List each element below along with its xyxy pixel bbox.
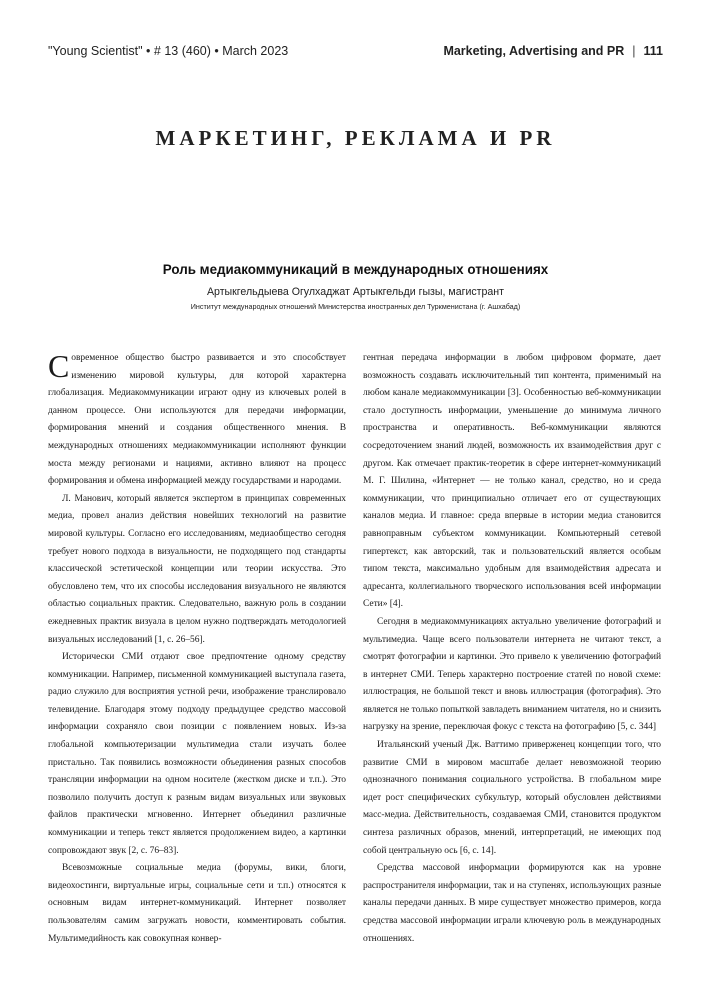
right-column (363, 350, 661, 948)
article-affiliation: Институт международных отношений Министерства иностранных дел Туркменистана (г. Ашхабад) (190, 302, 521, 311)
article-author: Артыкгельдыева Огулхаджат Артыкгельди гызы, магистрант (206, 286, 505, 298)
drop-cap: С (48, 348, 70, 384)
article-title: Роль медиакоммуникаций в международных отношениях (162, 262, 549, 277)
paragraph: гентная передача информации в любом цифровом формате, дает возможность создавать исключительный тип контента, применимый на любом канале медиакоммуникации [3]. Особенностью веб-коммуникации стало доступность информации, уменьшение до минимума личного пространства и оперативность. Веб-коммуникации являются сосредоточением знаний людей, возможность их взаимодействия друг с другом. Как отмечает практик-теоретик в сфере интернет-коммуникаций М. Г. Шилина, «Интернет — не только канал, средство, но и среда коммуникации, что принципиально отличает его от существующих каналов медиа. И главное: среда впервые в истории медиа становится равноправным субъектом коммуникации. Компьютерный сетевой гипертекст, как авторский, так и пользовательский является особым типом текста, максимально удобным для взаимодействия адресата и адресанта, коллегиального творческого использования всей информации Сети» [4]. (363, 353, 661, 610)
paragraph: Итальянский ученый Дж. Ваттимо приверженец концепции того, что развитие СМИ в мировом масштабе делает невозможной теорию однозначного понимания социального устройства. В глобальном мире идет рост специфических субкультур, который обусловлен действиями масс-медиа. Действительность, создаваемая СМИ, становится продуктом синтеза различных образов, мнений, интерпретаций, не имеющих под собой центральную ось [6, с. 14]. (363, 740, 661, 856)
paragraph: Сегодня в медиакоммуникациях актуально увеличение фотографий и мультимедиа. Чаще всего пользователи интернета не читают текст, а смотрят фотографии и картинки. Это привело к увеличению фотографий в интернет СМИ. Теперь характерно построение статей по новой схеме: иллюстрация, не большой текст и вновь иллюстрация (фотография). Это является не только попыткой завладеть вниманием читателя, но и снизить нагрузку на зрение, переключая фокус с текста на фотографию [5, с. 344] (363, 616, 661, 733)
paragraph: Л. Манович, который является экспертом в принципах современных медиа, провел анализ действия новейших технологий на развитие мировой культуры. Согласно его исследованиям, медиаобщество сегодня требует нового подхода в визуальности, не подходящего под стандарты классической эстетической концепции или теории искусства. Это обусловлено тем, что их способы исследования визуального не являются областью социальных практик. Следовательно, важную роль в создании ежедневных практик визуала в целом нужно подтверждать методологией визуальных исследований [1, с. 26–56]. (48, 493, 346, 645)
page-number: 111 (643, 44, 663, 58)
journal-issue-info: "Young Scientist" • # 13 (460) • March 2023 (48, 44, 289, 58)
section-page-info (443, 44, 663, 58)
article-body (48, 350, 661, 948)
paragraph: Всевозможные социальные медиа (форумы, вики, блоги, видеохостинги, виртуальные игры, социальные сети и т.п.) относятся к основным видам интернет-коммуникаций. Интернет позволяет пользователям самим загружать новости, комментировать события. Мультимедийность как совокупная конвер- (48, 863, 346, 944)
paragraph: Современное общество быстро развивается и это способствует изменению мировой культуры, для которой характерна глобализация. Медиакоммуникации играют одну из ключевых ролей в данном процессе. Они используются для передачи информации, формирования мнений и создания общественного мнения. В международных отношениях медиакоммуникации исполняют функции моста между регионами и нациями, активно влияют на процесс формирования и обмена информацией между государствами и народами. (48, 348, 346, 487)
header-section-name: Marketing, Advertising and PR (443, 44, 625, 58)
paragraph: Средства массовой информации формируются как на уровне распространителя информации, так и на ступенях, использующих разные каналы передачи данных. В мире существует множество примеров, когда средства массовой информации играли ключевую роль в международных отношениях. (363, 863, 661, 944)
left-column (48, 350, 346, 948)
paragraph: Исторически СМИ отдают свое предпочтение одному средству коммуникации. Например, письменной коммуникацией выступала газета, радио служило для восприятия устной речи, изображение транслировало телевидение. Благодаря этому подходу предыдущее средство массовой информации сохраняло свои позиции с появлением новых. Из-за глобальной компьютеризации мультимедиа стали изучать более пристально. Так появились возможности объединения разных способов трансляции информации на одном носителе (жестком диске и т.п.). Это позволило получить доступ к разным видам визуальных или звуковых файлов практически мгновенно. Интернет объединил различные коммуникации и теперь текст является продолжением видео, а картинки сопровождают звук [2, с. 76–83]. (48, 652, 346, 856)
header-separator: | (632, 44, 636, 58)
running-header (48, 44, 663, 64)
section-title: МАРКЕТИНГ, РЕКЛАМА И PR (155, 126, 556, 150)
